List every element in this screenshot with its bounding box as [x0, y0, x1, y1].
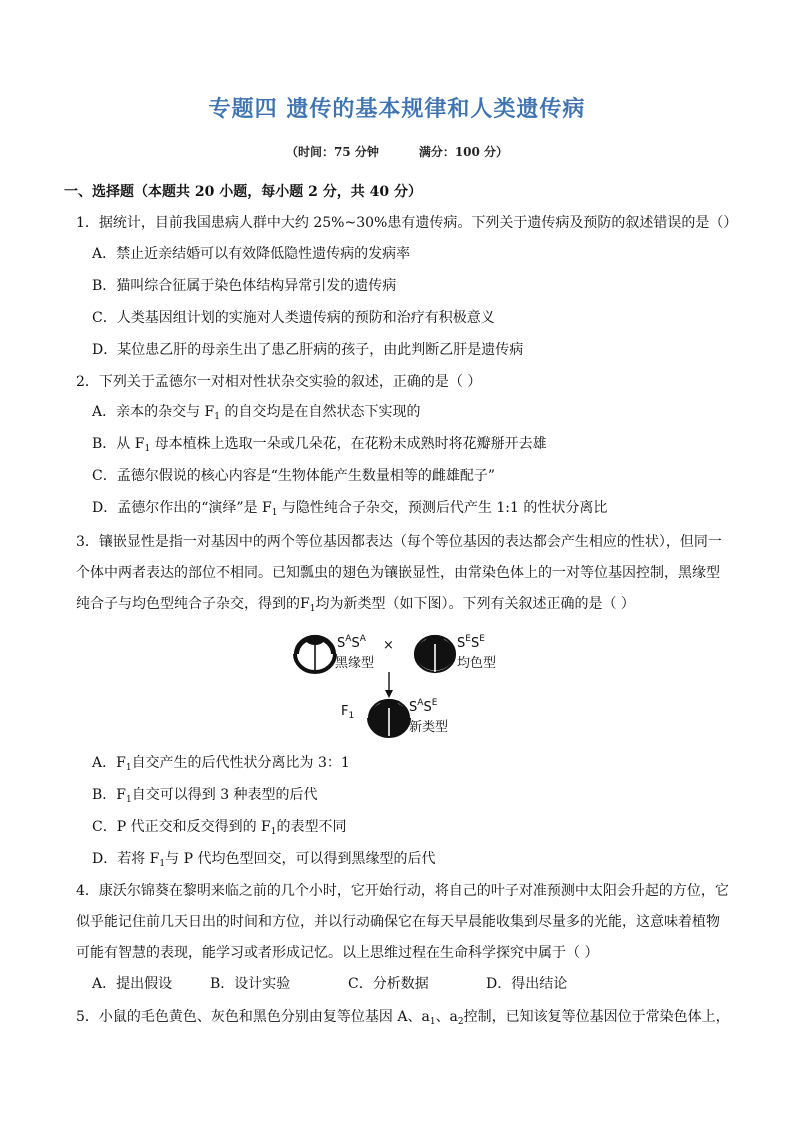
f1-label: $F_1$ — [341, 704, 355, 721]
parent1-phenotype: 黑缘型 — [335, 656, 375, 671]
q4-option-d: D．得出结论 — [486, 976, 568, 992]
q2-option-d: D．孟德尔作出的“演绎”是 $F_1$ 与隐性纯合子杂交，预测后代产生 1:1 的性状分离比 — [92, 500, 608, 518]
total-score: 满分：100 分） — [418, 145, 509, 159]
q4-stem-line3: 可能有智慧的表现，能学习或者形成记忆。以上思维过程在生命科学探究中属于（ ） — [76, 945, 599, 961]
q2-option-c: C．孟德尔假说的核心内容是“生物体能产生数量相等的雌雄配子” — [92, 468, 496, 484]
cross-symbol: × — [383, 638, 394, 653]
q4-options — [92, 975, 567, 993]
new-type-beetle-icon — [369, 699, 409, 736]
q4-option-c: C．分析数据 — [348, 976, 429, 992]
section-heading: 一、选择题（本题共 20 小题，每小题 2 分，共 40 分） — [64, 184, 422, 200]
q2-option-b: B．从 $F_1$ 母本植株上选取一朵或几朵花，在花粉未成熟时将花瓣掰开去雄 — [92, 436, 547, 454]
q1-stem: 1．据统计，目前我国患病人群中大约 25%~30%患有遗传病。下列关于遗传病及预防的叙述错误的是（） — [76, 215, 738, 231]
q4-option-b: B．设计实验 — [210, 976, 291, 992]
q2-stem: 2．下列关于孟德尔一对相对性状杂交实验的叙述，正确的是（ ） — [76, 374, 482, 390]
q2-option-a: A．亲本的杂交与 $F_1$ 的自交均是在自然状态下实现的 — [92, 404, 421, 422]
parent2-phenotype: 均色型 — [457, 656, 497, 671]
q3-option-d: D．若将 $F_1$与 P 代均色型回交，可以得到黑缘型的后代 — [92, 851, 436, 869]
q5-stem: 5．小鼠的毛色黄色、灰色和黑色分别由复等位基因 A、$a_1$、$a_2$控制，已知该复等位基因位于常染色体上， — [76, 1009, 730, 1027]
parent2-genotype: $S^ES^E$ — [457, 634, 485, 651]
q4-stem-line2: 似乎能记住前几天日出的时间和方位，并以行动确保它在每天早晨能收集到尽量多的光能，这意味着植物 — [76, 914, 720, 930]
time-limit: （时间：75 分钟 — [285, 145, 379, 159]
q3-option-a: A．$F_1$自交产生的后代性状分离比为 3：1 — [92, 755, 350, 773]
cross-diagram — [285, 620, 525, 740]
q3-stem-line2: 个体中两者表达的部位不相同。已知瓢虫的翅色为镶嵌显性，由常染色体上的一对等位基因控制，黑缘型 — [76, 565, 720, 581]
exam-meta — [0, 143, 794, 160]
f1-phenotype: 新类型 — [409, 720, 449, 735]
q4-option-a: A．提出假设 — [92, 976, 173, 992]
q1-option-a: A．禁止近亲结婚可以有效降低隐性遗传病的发病率 — [92, 246, 411, 262]
q3-stem-line3: 纯合子与均色型纯合子杂交，得到的$F_1$均为新类型（如下图）。下列有关叙述正确的是（ ） — [76, 596, 635, 614]
q3-stem-line1: 3．镶嵌显性是指一对基因中的两个等位基因都表达（每个等位基因的表达都会产生相应的性状），但同一 — [76, 534, 722, 550]
q1-option-c: C．人类基因组计划的实施对人类遗传病的预防和治疗有积极意义 — [92, 310, 495, 326]
q4-stem-line1: 4．康沃尔锦葵在黎明来临之前的几个小时，它开始行动，将自己的叶子对准预测中太阳会升起的方位，它 — [76, 883, 729, 899]
q1-option-d: D．某位患乙肝的母亲生出了患乙肝病的孩子，由此判断乙肝是遗传病 — [92, 342, 524, 358]
ladybug-cross-figure — [285, 620, 525, 740]
q3-option-b: B．$F_1$自交可以得到 3 种表型的后代 — [92, 787, 318, 805]
uniform-color-beetle-icon — [415, 635, 455, 672]
parent1-genotype: $S^AS^A$ — [337, 634, 366, 651]
q3-option-c: C．P 代正交和反交得到的 $F_1$的表型不同 — [92, 819, 347, 837]
q1-option-b: B．猫叫综合征属于染色体结构异常引发的遗传病 — [92, 278, 397, 294]
f1-genotype: $S^AS^E$ — [409, 698, 438, 715]
black-margin-beetle-icon — [295, 635, 335, 672]
page-title: 专题四 遗传的基本规律和人类遗传病 — [208, 97, 586, 122]
